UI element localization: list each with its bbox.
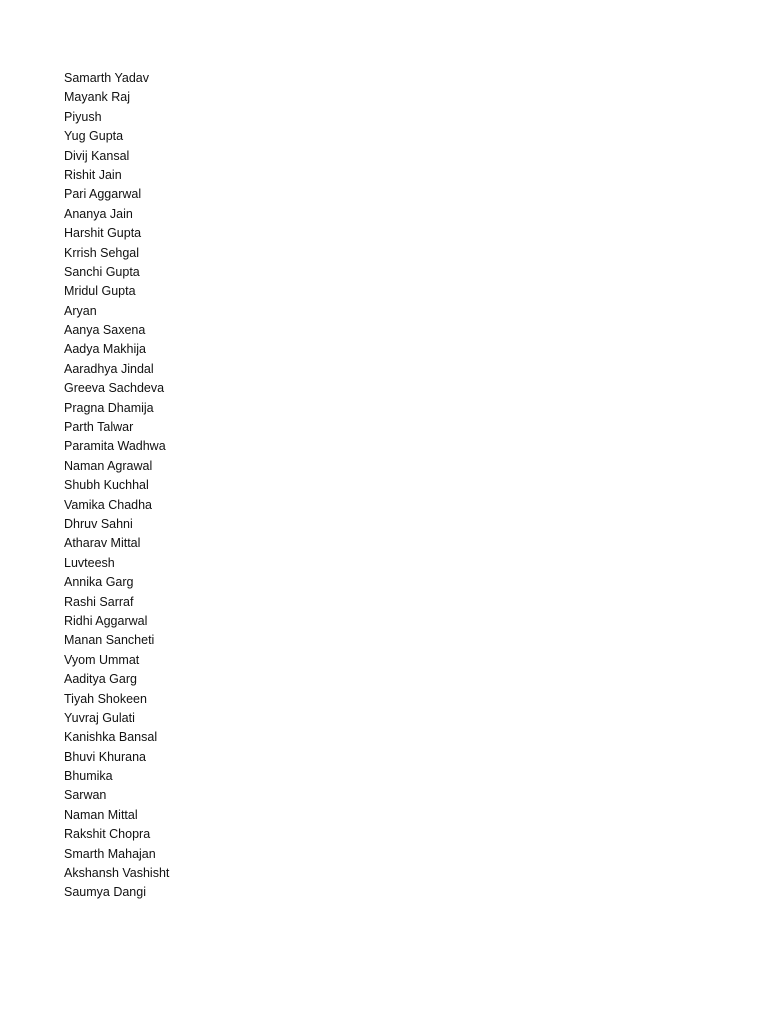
list-item: Annika Garg [64, 575, 134, 590]
list-item: Aaradhya Jindal [64, 361, 154, 376]
list-item: Sanchi Gupta [64, 264, 140, 279]
list-item: Harshit Gupta [64, 226, 142, 241]
list-item: Divij Kansal [64, 148, 130, 163]
list-item: Rakshit Chopra [64, 827, 151, 842]
list-item: Aaditya Garg [64, 672, 137, 687]
list-item: Aanya Saxena [64, 323, 146, 338]
list-item: Shubh Kuchhal [64, 478, 149, 493]
list-item: Manan Sancheti [64, 633, 155, 648]
list-item: Akshansh Vashisht [64, 866, 170, 881]
list-item: Naman Mittal [64, 807, 138, 822]
list-item: Vyom Ummat [64, 652, 140, 667]
list-item: Ananya Jain [64, 206, 133, 221]
list-item: Bhumika [64, 769, 113, 784]
list-item: Yuvraj Gulati [64, 710, 135, 725]
list-item: Piyush [64, 109, 102, 124]
list-item: Smarth Mahajan [64, 846, 156, 861]
list-item: Mayank Raj [64, 90, 130, 105]
list-item: Pragna Dhamija [64, 400, 154, 415]
list-item: Mridul Gupta [64, 284, 136, 299]
list-item: Yug Gupta [64, 129, 124, 144]
list-item: Kanishka Bansal [64, 730, 158, 745]
list-item: Rishit Jain [64, 167, 122, 182]
list-item: Atharav Mittal [64, 536, 141, 551]
list-item: Samarth Yadav [64, 71, 150, 85]
list-item: Naman Agrawal [64, 458, 153, 473]
name-list [64, 69, 169, 903]
list-item: Sarwan [64, 788, 107, 803]
list-item: Pari Aggarwal [64, 187, 142, 202]
list-item: Aryan [64, 303, 97, 318]
list-item: Ridhi Aggarwal [64, 613, 148, 628]
list-item: Luvteesh [64, 555, 115, 570]
list-item: Rashi Sarraf [64, 594, 134, 609]
list-item: Aadya Makhija [64, 342, 146, 357]
list-item: Tiyah Shokeen [64, 691, 147, 706]
list-item: Greeva Sachdeva [64, 381, 165, 396]
list-item: Saumya Dangi [64, 885, 146, 900]
list-item: Krrish Sehgal [64, 245, 140, 260]
list-item: Parth Talwar [64, 420, 134, 435]
list-item: Vamika Chadha [64, 497, 153, 512]
list-item: Bhuvi Khurana [64, 749, 147, 764]
list-item: Dhruv Sahni [64, 516, 133, 531]
list-item: Paramita Wadhwa [64, 439, 166, 454]
